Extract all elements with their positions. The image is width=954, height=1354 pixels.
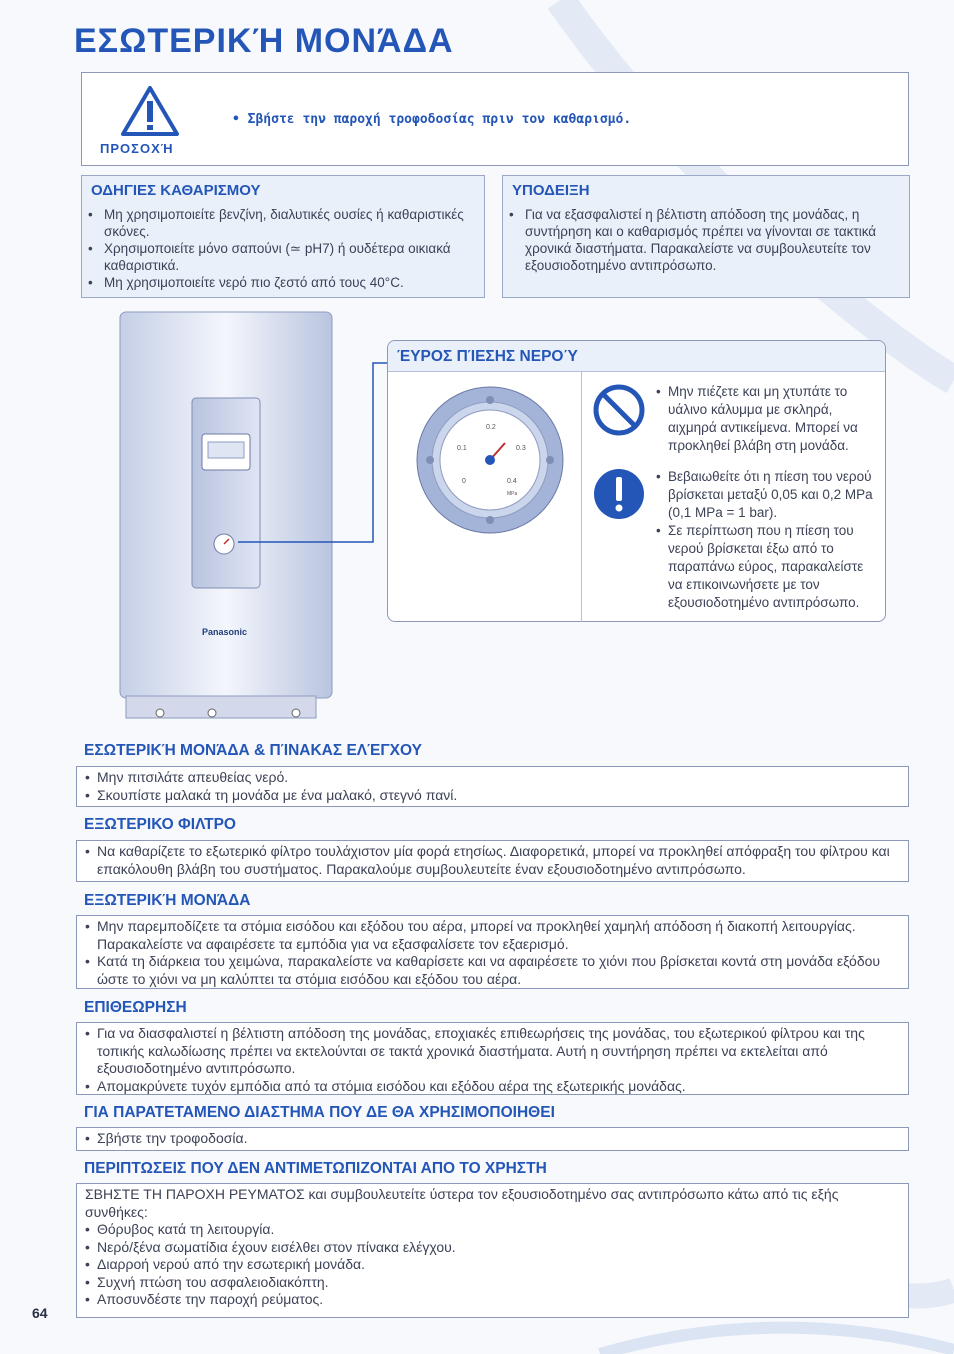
list-item: • Μην παρεμποδίζετε τα στόμια εισόδου και εξόδου του αέρα, μπορεί να προκληθεί χαμηλή απόδοση ή διακοπή λειτουργίας. Παρακαλείστε να αφαιρέσετε τα εμπόδια για να εξασφαλίσετε τον εξαερισμό. — [85, 918, 900, 953]
page-title: ΕΣΩΤΕΡΙΚΉ ΜΟΝΆΔΑ — [74, 22, 454, 60]
list-item: • Θόρυβος κατά τη λειτουργία. — [85, 1221, 900, 1239]
section-title: ΠΕΡΙΠΤΩΣΕΙΣ ΠΟΥ ΔΕΝ ΑΝΤΙΜΕΤΩΠΙΖΟΝΤΑΙ ΑΠΟ ΤΟ ΧΡΗΣΤΗ — [84, 1160, 547, 1177]
warning-triangle-icon — [120, 85, 180, 137]
list-item: • Μη χρησιμοποιείτε βενζίνη, διαλυτικές ουσίες ή καθαριστικές σκόνες. — [88, 206, 484, 240]
page-number: 64 — [32, 1305, 48, 1321]
gauge-tick: 0 — [462, 478, 466, 485]
section-title: ΓΙΑ ΠΑΡΑΤΕΤΑΜΕΝΟ ΔΙΑΣΤΗΜΑ ΠΟΥ ΔΕ ΘΑ ΧΡΗΣΙΜΟΠΟΙΗΘΕΙ — [84, 1104, 555, 1121]
not-user-intro: ΣΒΗΣΤΕ ΤΗ ΠΑΡΟΧΗ ΡΕΥΜΑΤΟΣ και συμβουλευτείτε ύστερα τον εξουσιοδοτημένο σας αντιπρόσωπο κάτω από τις εξής συνθήκες: — [85, 1186, 839, 1220]
list-item: • Απομακρύνετε τυχόν εμπόδια από τα στόμια εισόδου και εξόδου αέρα της εξωτερικής μονάδας. — [85, 1078, 900, 1096]
inspection-box — [76, 1022, 909, 1095]
not-user-box — [76, 1183, 909, 1318]
list-item: • Βεβαιωθείτε ότι η πίεση του νερού βρίσκεται μεταξύ 0,05 και 0,2 MPa (0,1 MPa = 1 bar). — [656, 468, 876, 522]
list-item: • Αποσυνδέστε την παροχή ρεύματος. — [85, 1291, 900, 1309]
list-item: • Διαρροή νερού από την εσωτερική μονάδα. — [85, 1256, 900, 1274]
callout-line — [228, 355, 398, 555]
list-item: • Μην πιτσιλάτε απευθείας νερό. — [85, 769, 900, 787]
long-period-box — [76, 1127, 909, 1151]
hint-box — [502, 175, 910, 298]
water-pressure-box — [387, 340, 886, 622]
cleaning-instructions — [81, 175, 485, 298]
section-title: ΕΞΩΤΕΡΙΚΟ ΦΙΛΤΡΟ — [84, 816, 236, 833]
dont-list — [656, 383, 876, 455]
pressure-title: ΈΥΡΟΣ ΠΊΕΣΗΣ ΝΕΡΟΎ — [397, 348, 578, 365]
mandatory-icon — [592, 467, 646, 521]
brand-logo: Panasonic — [202, 627, 248, 637]
warning-box — [81, 72, 909, 166]
outdoor-unit-box — [76, 915, 909, 989]
list-item: • Να καθαρίζετε το εξωτερικό φίλτρο τουλάχιστον μία φορά ετησίως. Διαφορετικά, μπορεί να προκληθεί απόφραξη του φίλτρου και επακόλουθη βλάβη του συστήματος. Παρακαλούμε συμβουλευτείτε έναν εξουσιοδοτημένο αντιπρόσωπο. — [85, 843, 900, 878]
gauge-tick: 0.3 — [516, 445, 526, 452]
do-list — [656, 468, 876, 612]
list-item: • Για να εξασφαλιστεί η βέλτιστη απόδοση της μονάδας, η συντήρηση και ο καθαρισμός πρέπει να γίνονται σε τακτικά χρονικά διαστήματα. Παρακαλείστε να συμβουλευτείτε τον εξουσιοδοτημένο αντιπρόσωπο. — [509, 206, 909, 274]
pressure-gauge-icon — [415, 385, 565, 535]
cleaning-title: ΟΔΗΓΙΕΣ ΚΑΘΑΡΙΣΜΟΥ — [91, 182, 261, 199]
list-item: • Κατά τη διάρκεια του χειμώνα, παρακαλείστε να καθαρίσετε και να αφαιρέσετε το χιόνι που βρίσκεται κοντά στη μονάδα εξόδου ώστε το χιόνι να μη καλύπτει τα στόμια εισόδου και εξόδου του αέρα. — [85, 953, 900, 988]
list-item: • Μη χρησιμοποιείτε νερό πιο ζεστό από τους 40°C. — [88, 274, 484, 291]
list-item: • Σκουπίστε μαλακά τη μονάδα με ένα μαλακό, στεγνό πανί. — [85, 787, 900, 805]
hint-title: ΥΠΟΔΕΙΞΗ — [512, 182, 590, 199]
list-item: • Για να διασφαλιστεί η βέλτιστη απόδοση της μονάδας, εποχιακές επιθεωρήσεις της μονάδας, του εξωτερικού φίλτρου και της τοπικής καλωδίωσης πρέπει να εκτελούνται σε τακτά χρονικά διαστήματα. Αυτή η συντήρηση πρέπει να εκτελείται από εξουσιοδοτημένο αντιπρόσωπο. — [85, 1025, 900, 1078]
list-item: • Σε περίπτωση που η πίεση του νερού βρίσκεται έξω από το παραπάνω εύρος, παρακαλείστε να επικοινωνήσετε με τον εξουσιοδοτημένο αντιπρόσωπο. — [656, 522, 876, 612]
gauge-unit: MPa — [507, 491, 518, 497]
list-item: • Χρησιμοποιείτε μόνο σαπούνι (≃ pH7) ή ουδέτερα οικιακά καθαριστικά. — [88, 240, 484, 274]
list-item: • Συχνή πτώση του ασφαλειοδιακόπτη. — [85, 1274, 900, 1292]
section-title: ΕΞΩΤΕΡΙΚΉ ΜΟΝΆΔΑ — [84, 892, 251, 909]
list-item: • Μην πιέζετε και μη χτυπάτε το υάλινο κάλυμμα με σκληρά, αιχμηρά αντικείμενα. Μπορεί να προκληθεί βλάβη στη μονάδα. — [656, 383, 876, 455]
gauge-tick: 0.2 — [486, 424, 496, 431]
prohibition-icon — [592, 383, 646, 437]
section-title: ΕΣΩΤΕΡΙΚΉ ΜΟΝΆΔΑ & ΠΊΝΑΚΑΣ ΕΛΈΓΧΟΥ — [84, 742, 422, 759]
section-title: ΕΠΙΘΕΩΡΗΣΗ — [84, 999, 187, 1016]
external-filter-box — [76, 840, 909, 882]
warning-label: ΠΡΟΣΟΧΉ — [100, 141, 174, 156]
indoor-panel-box — [76, 766, 909, 807]
warning-text: • Σβήστε την παροχή τροφοδοσίας πριν τον καθαρισμό. — [232, 112, 632, 127]
list-item: • Νερό/ξένα σωματίδια έχουν εισέλθει στον πίνακα ελέγχου. — [85, 1239, 900, 1257]
list-item: • Σβήστε την τροφοδοσία. — [85, 1130, 900, 1148]
gauge-tick: 0.4 — [507, 478, 517, 485]
gauge-tick: 0.1 — [457, 445, 467, 452]
